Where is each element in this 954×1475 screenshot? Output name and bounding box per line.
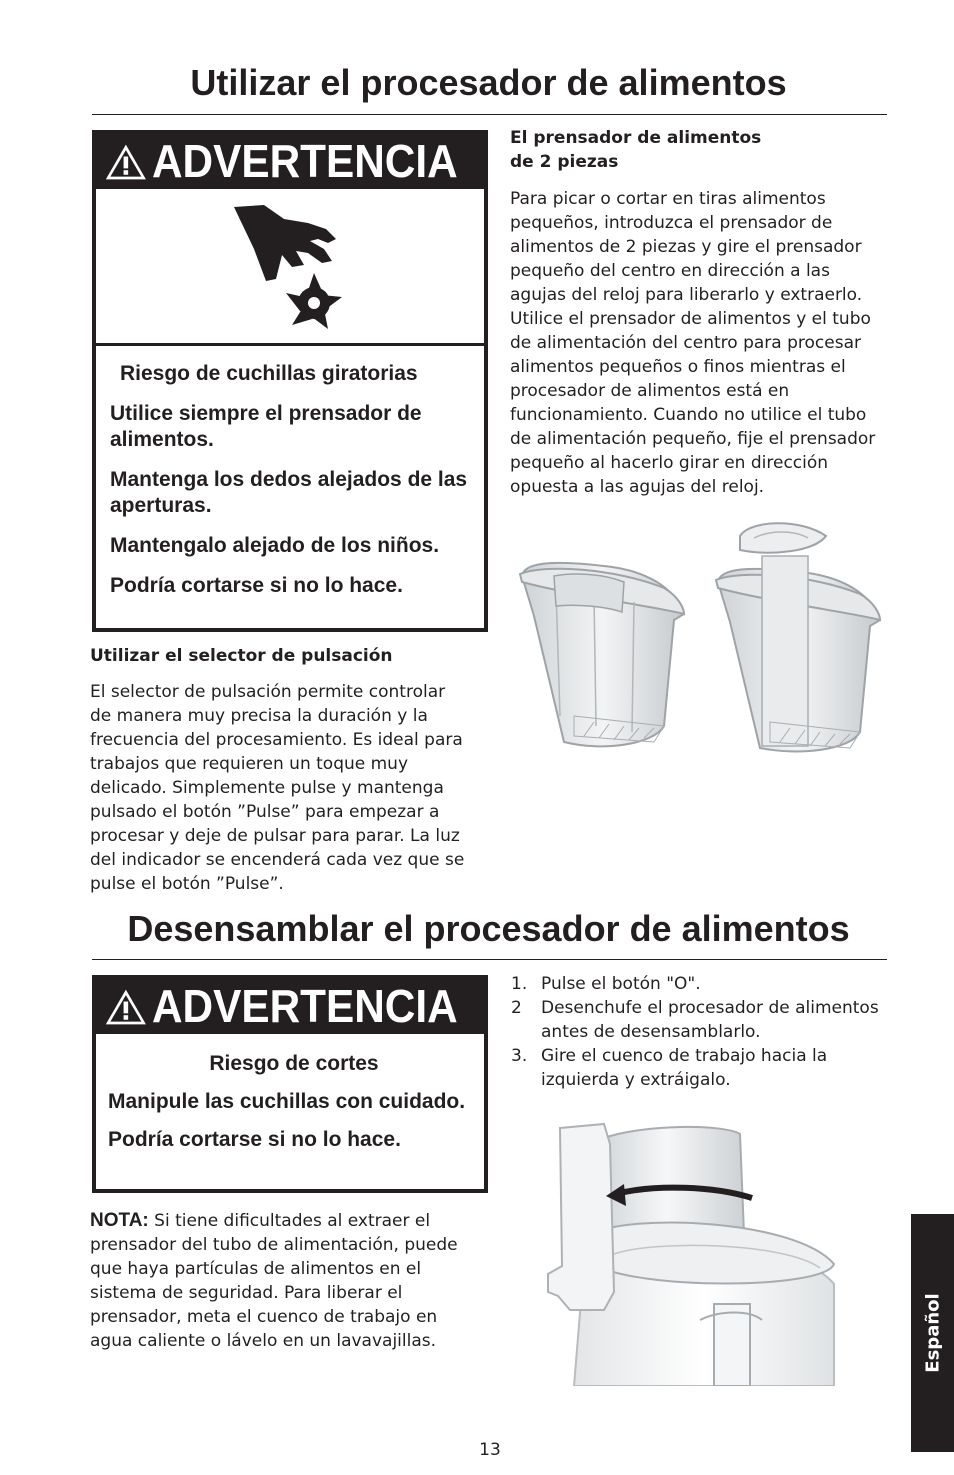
pulse-body: El selector de pulsación permite controlar de manera muy precisa la duración y la frecuencia del procesamiento. Es ideal para trabajos que requieren un toque muy delicado. Simplemente pulse y mantenga pulsado el botón ”Pulse” para empezar a procesar y deje de pulsar para parar. La luz del indicador se encenderá cada vez que se pulse el botón ”Pulse”. bbox=[90, 682, 465, 894]
warning2-line-1: Manipule las cuchillas con cuidado. bbox=[108, 1090, 466, 1113]
step-number: 2 bbox=[511, 998, 522, 1018]
note-label: NOTA: bbox=[90, 1210, 149, 1231]
step-text: Desenchufe el procesador de alimentos antes de desensamblarlo. bbox=[541, 998, 879, 1042]
warning-text bbox=[110, 361, 480, 599]
warning-box-cuts bbox=[92, 975, 488, 1193]
section1-rule bbox=[92, 114, 887, 115]
step-text: Pulse el botón "O". bbox=[541, 974, 701, 994]
section1-title: Utilizar el procesador de alimentos bbox=[190, 62, 787, 103]
pusher-heading-line2: de 2 piezas bbox=[510, 152, 619, 172]
warning-triangle-icon bbox=[104, 140, 148, 184]
language-tab bbox=[911, 1214, 954, 1452]
warning-box-rotating-blades bbox=[92, 130, 488, 632]
pusher-assembled-icon bbox=[520, 563, 684, 747]
pusher-heading bbox=[510, 126, 890, 174]
hand-blade-hazard-icon bbox=[96, 189, 484, 343]
warning-triangle-icon bbox=[104, 985, 148, 1029]
warning-line-3: Mantengalo alejado de los niños. bbox=[110, 534, 440, 557]
two-piece-pusher-illustration bbox=[514, 516, 886, 756]
section2-rule bbox=[92, 959, 887, 960]
warning2-line-hazard: Riesgo de cortes bbox=[209, 1052, 379, 1075]
pulse-heading: Utilizar el selector de pulsación bbox=[90, 646, 393, 666]
warning-text-2 bbox=[108, 1051, 480, 1153]
food-processor-illustration bbox=[544, 1114, 844, 1386]
warning-line-2: Mantenga los dedos alejados de las aperturas. bbox=[110, 468, 468, 517]
warning-line-4: Podría cortarse si no lo hace. bbox=[110, 574, 403, 597]
pictogram-divider bbox=[96, 343, 484, 346]
warning-header-2 bbox=[96, 979, 484, 1034]
warning-line-1: Utilice siempre el prensador de alimentos. bbox=[110, 402, 422, 451]
note-paragraph bbox=[90, 1209, 462, 1353]
step-item bbox=[511, 1044, 887, 1092]
page-number: 13 bbox=[479, 1440, 501, 1460]
step-item bbox=[511, 996, 887, 1044]
step-text: Gire el cuenco de trabajo hacia la izquierda y extráigalo. bbox=[541, 1046, 828, 1090]
warning2-line-2: Podría cortarse si no lo hace. bbox=[108, 1128, 401, 1151]
warning-label-2: ADVERTENCIA bbox=[151, 980, 458, 1032]
warning-line-hazard: Riesgo de cuchillas giratorias bbox=[120, 362, 418, 385]
disassembly-steps bbox=[511, 972, 887, 1092]
language-tab-label: Español bbox=[922, 1293, 943, 1373]
note-body: Si tiene dificultades al extraer el prensador del tubo de alimentación, puede que haya partículas de alimentos en el sistema de seguridad. Para liberar el prensador, meta el cuenco de trabajo en agua caliente o lávelo en un lavavajillas. bbox=[90, 1211, 458, 1351]
pusher-body: Para picar o cortar en tiras alimentos pequeños, introduzca el prensador de alimentos de 2 piezas y gire el prensador pequeño del centro en dirección a las agujas del reloj para liberarlo y extraerlo. Utilice el prensador de alimentos y el tubo de alimentación del centro para procesar alimentos pequeños o finos mientras el procesador de alimentos está en funcionamiento. Cuando no utilice el tubo de alimentación pequeño, fije el prensador pequeño al hacerlo girar en dirección opuesta a las agujas del reloj. bbox=[510, 189, 876, 497]
pusher-separated-icon bbox=[716, 523, 880, 751]
pusher-heading-line1: El prensador de alimentos bbox=[510, 128, 762, 148]
warning-label: ADVERTENCIA bbox=[151, 135, 458, 187]
section2-title: Desensamblar el procesador de alimentos bbox=[127, 908, 850, 949]
hand-blade-pictogram bbox=[96, 189, 484, 343]
step-number: 1. bbox=[511, 974, 528, 994]
step-number: 3. bbox=[511, 1046, 528, 1066]
warning-header bbox=[96, 134, 484, 189]
step-item bbox=[511, 972, 887, 996]
